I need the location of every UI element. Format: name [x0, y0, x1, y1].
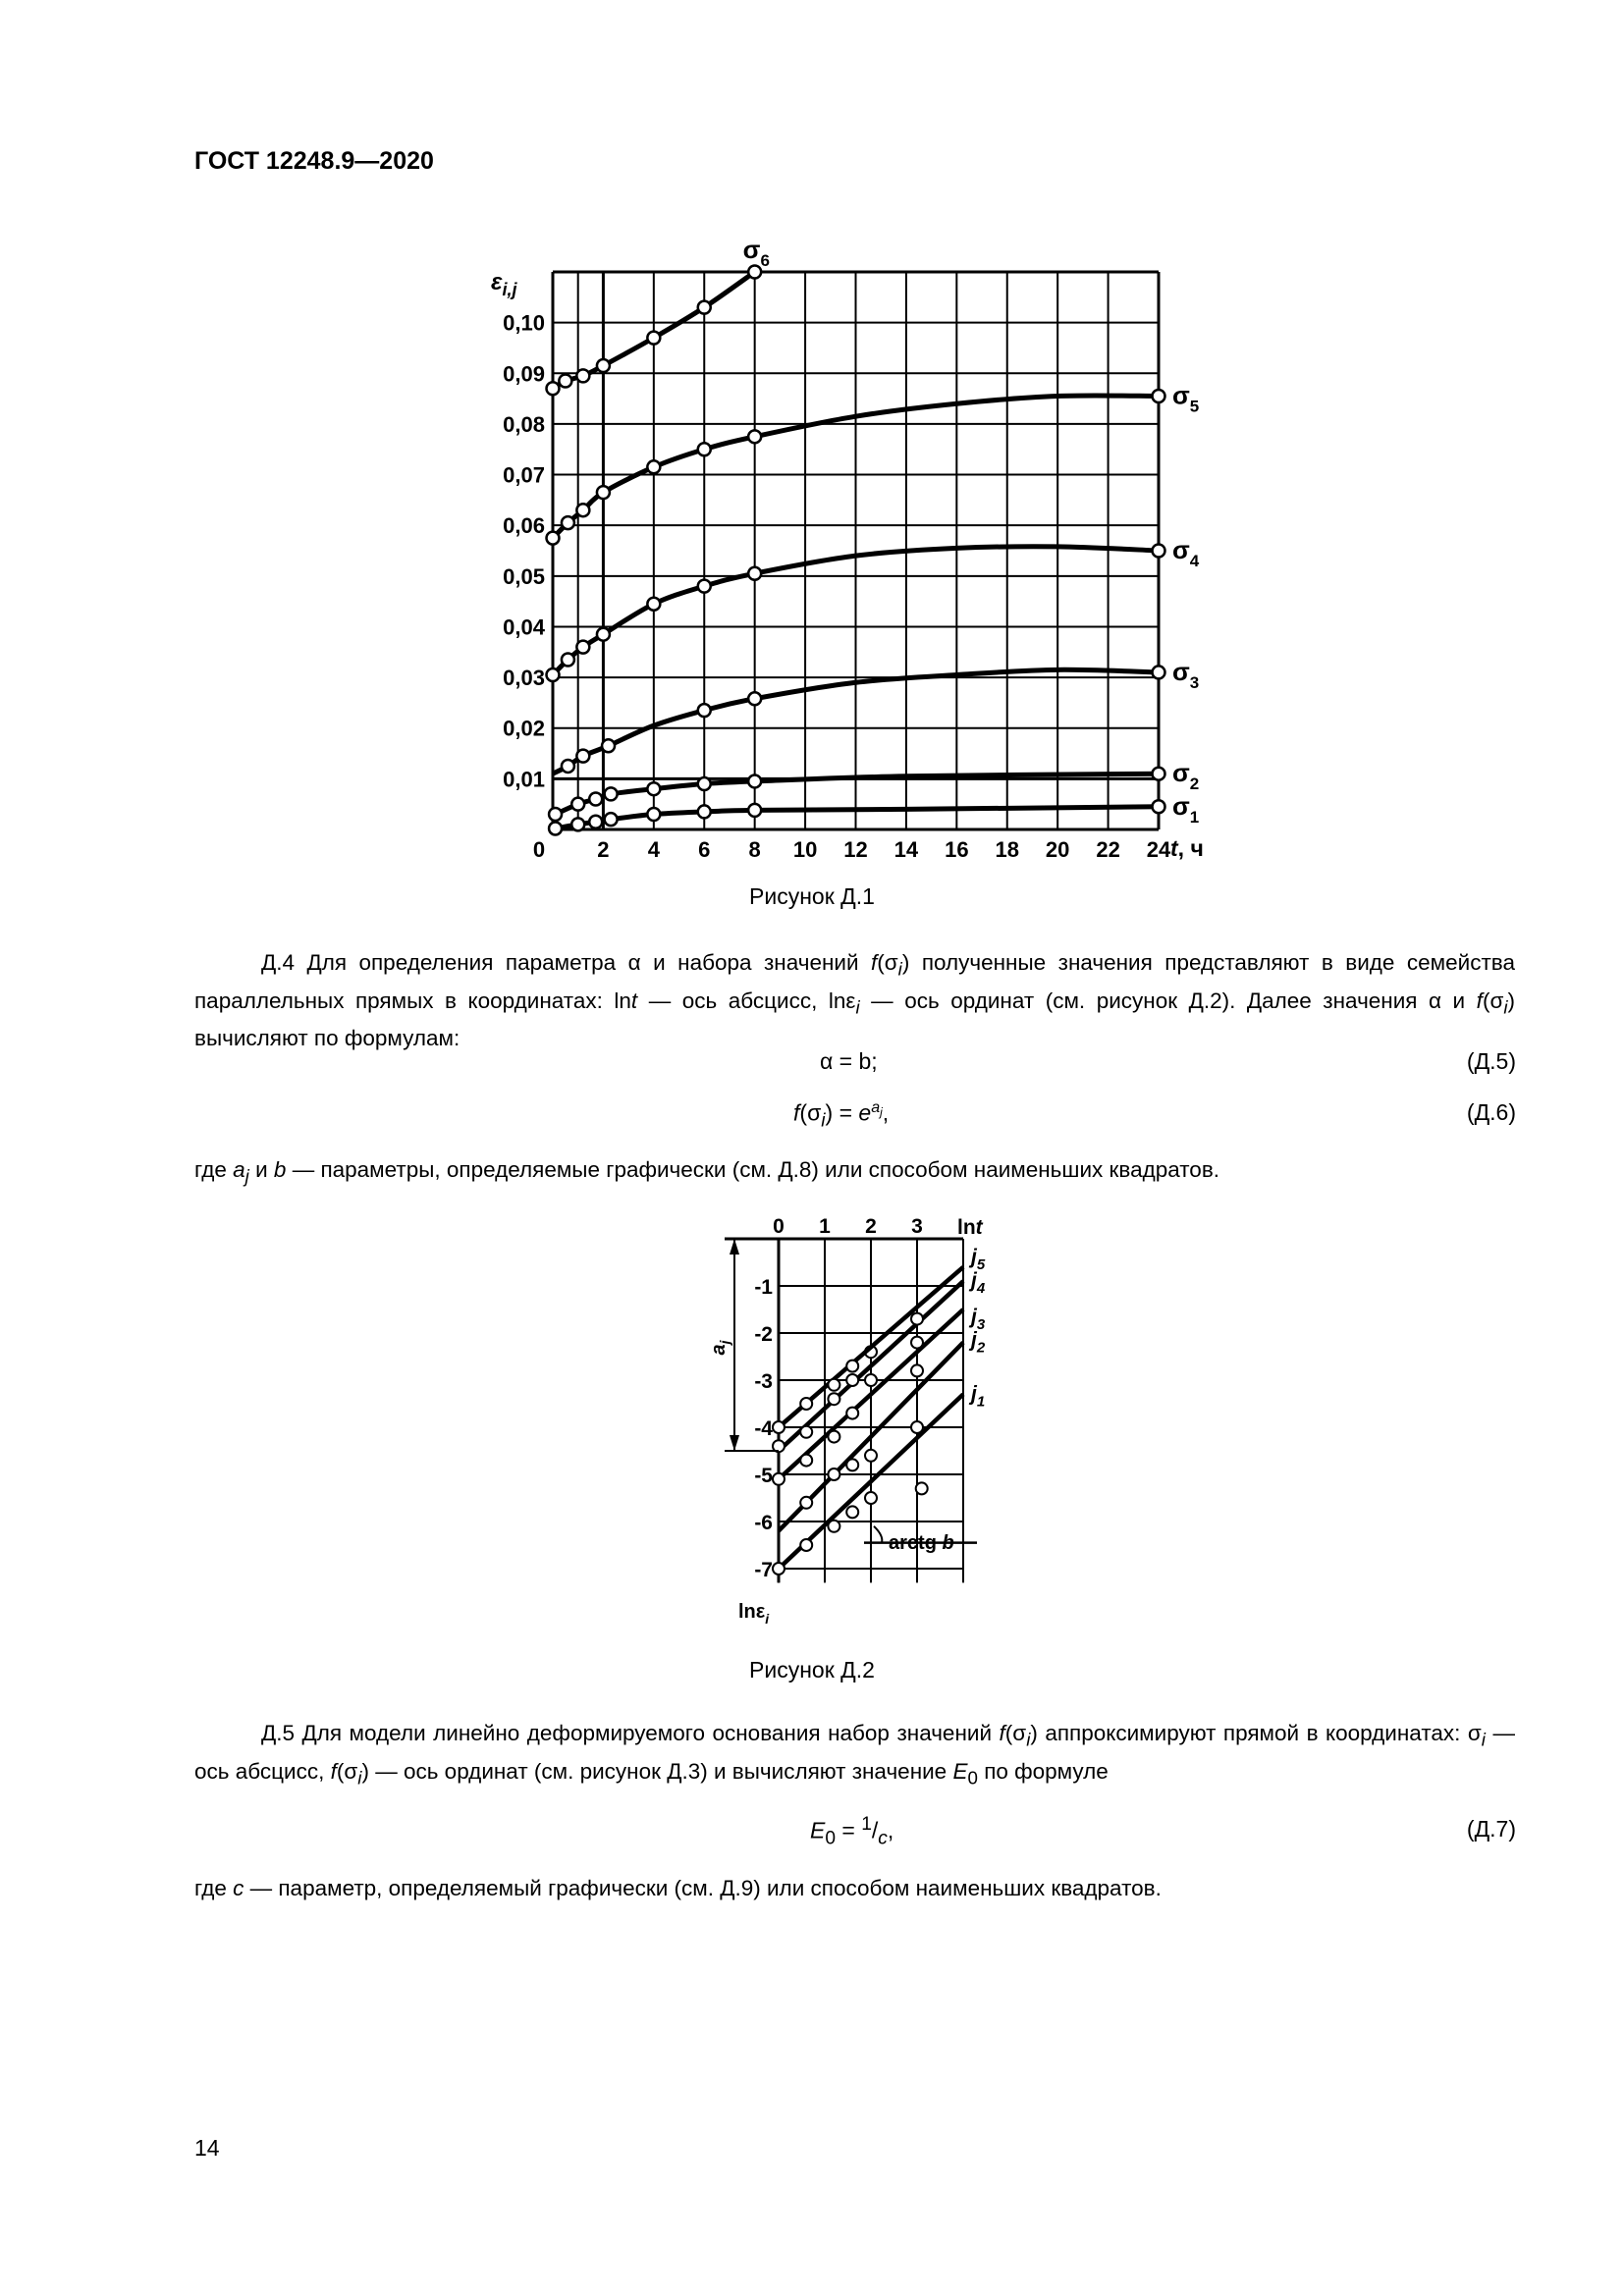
d5-zero: 0	[967, 1767, 978, 1788]
formula-d7-number: (Д.7)	[1466, 1816, 1516, 1842]
series-label-index: 2	[976, 1339, 986, 1357]
x-tick-label: 22	[1096, 837, 1120, 862]
formula-d5-number: (Д.5)	[1466, 1048, 1516, 1074]
d4-f2: f	[1476, 988, 1483, 1013]
d5-i3: i	[357, 1767, 362, 1788]
y-tick-label: 0,05	[503, 563, 545, 589]
x-tick-label: 0	[773, 1215, 785, 1238]
data-point	[698, 443, 711, 455]
data-point	[828, 1521, 839, 1532]
d4-sigma: σ	[884, 950, 898, 975]
data-point	[602, 739, 615, 752]
d2-ylabel: lnε	[738, 1601, 766, 1623]
data-point	[605, 813, 618, 826]
d2-aj: a	[708, 1344, 730, 1356]
data-point	[1153, 390, 1165, 402]
d4-f: f	[871, 950, 878, 975]
data-point	[800, 1398, 812, 1410]
d2-xlabel-it: t	[975, 1216, 983, 1239]
data-point	[571, 818, 584, 830]
data-point	[846, 1408, 858, 1419]
d4-text-b: полученные значения представляют в виде семейства параллельных прямых в координатах: ln	[194, 950, 1515, 1013]
data-point	[748, 430, 761, 443]
data-point	[589, 793, 602, 806]
data-point	[647, 782, 660, 795]
y-tick-label: 0,10	[503, 310, 545, 336]
data-point	[576, 750, 589, 763]
y-tick-label: -3	[754, 1370, 773, 1393]
d6-exp-sub: j	[880, 1105, 883, 1120]
aj-arrow-bottom	[730, 1435, 739, 1451]
series-label-sigma: σ	[1172, 758, 1190, 788]
data-point	[800, 1539, 812, 1551]
x-tick-label: 16	[945, 837, 969, 862]
d5-text-e: по формуле	[984, 1758, 1109, 1784]
d4-t: t	[630, 988, 638, 1013]
d5-sigma: σ	[1012, 1721, 1027, 1745]
data-point	[911, 1364, 923, 1376]
paragraph-d5: Д.5 Для модели линейно деформируемого основания набор значений $f(\sigma_i)$ аппроксимируют прямой в координатах: $\sigma_i$ — ось абсцисс, $f(\sigma_i)$ — ось ординат (см. рисунок Д.3) и вычисляют значение $E_0$ по формуле	[194, 1721, 1515, 1788]
data-point	[597, 628, 610, 641]
data-point	[605, 787, 618, 800]
y-tick-label: -2	[754, 1323, 773, 1346]
data-point	[647, 598, 660, 611]
where1-a: где	[194, 1157, 227, 1182]
data-point	[698, 704, 711, 717]
figure-d1-grid	[553, 272, 1159, 829]
data-point	[748, 266, 761, 279]
figure-d1-chart	[491, 236, 1257, 883]
d6-exp: a	[871, 1099, 881, 1116]
data-point	[549, 808, 562, 821]
data-point	[547, 382, 560, 395]
figure-d2-x-label	[957, 1216, 984, 1239]
data-point	[773, 1421, 785, 1433]
data-point	[846, 1459, 858, 1470]
series-label-j: j	[971, 1306, 977, 1328]
y-tick-label: -1	[754, 1276, 773, 1299]
data-point	[911, 1337, 923, 1349]
where1-bb: b	[273, 1157, 287, 1182]
y-tick-label: 0,03	[503, 666, 545, 691]
x-tick-label: 2	[597, 837, 610, 862]
x-tick-label: 10	[792, 837, 818, 862]
data-point	[911, 1313, 923, 1325]
series-label-index: 1	[1189, 807, 1200, 827]
d7-one: 1	[861, 1814, 872, 1835]
data-point	[1153, 800, 1165, 813]
d4-text-d: — ось ординат (см. рисунок Д.2). Далее значения α и	[871, 988, 1466, 1013]
series-label-index: 1	[976, 1393, 986, 1411]
y-tick-label: -7	[754, 1559, 773, 1581]
data-point	[773, 1473, 785, 1485]
y-tick-label: 0,06	[503, 513, 545, 539]
d7-comma: ,	[887, 1817, 894, 1843]
d7-c: c	[878, 1828, 888, 1849]
data-point	[846, 1506, 858, 1518]
document-header: ГОСТ 12248.9—2020	[194, 147, 434, 175]
series-label-index: 6	[760, 251, 770, 270]
data-point	[576, 504, 589, 516]
series-label-j: j	[971, 1269, 977, 1293]
data-point	[698, 777, 711, 790]
d5-text-a: Д.5 Для модели линейно деформируемого основания набор значений	[261, 1721, 993, 1745]
x-tick-label: 4	[647, 837, 660, 862]
where1-b: и	[255, 1157, 268, 1182]
where1-c: — параметры, определяемые графически (см. Д.8) или способом наименьших квадратов.	[292, 1157, 1220, 1182]
paragraph-d4: Д.4 Для определения параметра α и набора значений $f(\sigma_i)$ полученные значения представляют в виде семейства параллельных прямых в координатах: lnt — ось абсцисс, lnε$_i$ — ось ординат (см. рисунок Д.2). Далее значения α и $f(\sigma_i)$ вычисляют по формулам:	[194, 950, 1515, 1050]
d5-text-d: — ось ординат (см. рисунок Д.3) и вычисляют значение	[375, 1758, 947, 1784]
series-label	[1172, 381, 1199, 416]
series-label-sigma: σ	[1172, 790, 1190, 821]
aj-arrow-top	[730, 1239, 739, 1255]
data-point	[576, 641, 589, 654]
data-point	[800, 1426, 812, 1438]
series-label-index: 4	[976, 1280, 986, 1298]
data-point	[828, 1393, 839, 1405]
data-point	[698, 805, 711, 818]
x-tick-label: 1	[819, 1215, 831, 1238]
data-point	[865, 1450, 877, 1462]
data-point	[562, 516, 574, 529]
data-point	[562, 654, 574, 667]
formula-d5: α = b;	[820, 1048, 878, 1074]
d4-i2: i	[855, 996, 860, 1017]
y-tick-label: -5	[754, 1465, 773, 1487]
data-point	[1153, 545, 1165, 558]
x-label-unit: , ч	[1177, 835, 1204, 861]
d4-paren: (	[877, 950, 885, 975]
data-point	[911, 1421, 923, 1433]
series-label	[1172, 535, 1200, 570]
data-point	[647, 460, 660, 473]
series-label	[1172, 758, 1199, 793]
x-label-t: t	[1170, 835, 1178, 861]
formula-d6: $f(\sigma_i) = e^{a_j}$,	[793, 1099, 890, 1132]
figure-d2-chart	[687, 1202, 1021, 1634]
data-point	[748, 774, 761, 787]
arctg-arc	[874, 1526, 882, 1543]
data-point	[748, 567, 761, 580]
series-label	[1172, 791, 1199, 827]
data-point	[698, 301, 711, 314]
data-point	[547, 668, 560, 681]
data-point	[748, 692, 761, 705]
d6-f: f	[793, 1099, 800, 1126]
where2-a: где	[194, 1876, 227, 1900]
data-point	[846, 1361, 858, 1372]
data-point	[647, 808, 660, 821]
series-label	[968, 1269, 986, 1297]
d4-text-c: — ось абсцисс, lnε	[648, 988, 856, 1013]
x-tick-label: 14	[893, 837, 919, 862]
y-tick-label: -6	[754, 1512, 773, 1534]
d6-eq: =	[839, 1099, 853, 1126]
series-label-j: j	[971, 1245, 977, 1268]
data-point	[698, 580, 711, 593]
series-label-sigma: σ	[1172, 535, 1190, 564]
series-label-index: 5	[976, 1255, 986, 1273]
figure-d2-y-label	[738, 1601, 770, 1627]
data-point	[916, 1482, 928, 1494]
d2-xlabel: ln	[957, 1216, 976, 1239]
y-tick-label: 0,04	[503, 614, 545, 640]
series-line-σ1	[556, 807, 1159, 828]
d5-text-b: аппроксимируют прямой в координатах: σ	[1045, 1721, 1482, 1745]
formula-d7: $E_0 = ^1/_c$,	[810, 1814, 894, 1849]
y-label-eps: ε	[491, 269, 503, 295]
data-point	[559, 375, 571, 388]
figure-d2-series	[773, 1246, 986, 1575]
x-tick-label: 0	[532, 837, 546, 862]
d7-E: E	[810, 1817, 826, 1843]
d4-text-a: Д.4 Для определения параметра α и набора значений	[261, 950, 859, 975]
data-point	[597, 486, 610, 499]
d5-f: f	[999, 1721, 1005, 1745]
d4-i: i	[897, 958, 902, 980]
series-label-sigma: σ	[1172, 656, 1190, 686]
series-label-index: 3	[976, 1316, 986, 1333]
d4-text-e: вычисляют по формулам:	[194, 1026, 460, 1050]
figure-d2-aj-label	[708, 1339, 732, 1355]
d5-i: i	[1026, 1729, 1031, 1750]
d2-aj-sub: j	[717, 1340, 732, 1345]
where-aj-b	[194, 1154, 1515, 1193]
x-tick-label: 6	[698, 837, 711, 862]
d5-sigma2: σ	[344, 1758, 358, 1784]
x-tick-label: 18	[995, 837, 1019, 862]
y-tick-label: 0,07	[503, 462, 545, 488]
data-point	[1153, 666, 1165, 678]
series-label-index: 4	[1189, 552, 1200, 570]
d4-i3: i	[1503, 996, 1508, 1017]
d5-f2: f	[330, 1758, 337, 1784]
data-point	[576, 369, 589, 382]
data-point	[865, 1374, 877, 1386]
data-point	[647, 332, 660, 345]
series-label-index: 2	[1189, 774, 1200, 794]
d7-eq: =	[841, 1817, 855, 1843]
series-label-sigma: σ	[1172, 380, 1190, 410]
series-label-j: j	[971, 1328, 977, 1352]
d2-arctg-b: b	[942, 1532, 954, 1554]
x-tick-label: 12	[843, 837, 868, 862]
data-point	[828, 1431, 839, 1443]
figure-d2-arctg-label	[889, 1532, 954, 1554]
figure-d1-y-label	[491, 269, 517, 299]
data-point	[748, 804, 761, 817]
data-point	[562, 760, 574, 773]
series-label-j: j	[971, 1382, 977, 1406]
data-point	[865, 1492, 877, 1504]
series-label-index: 5	[1189, 397, 1200, 416]
data-point	[597, 359, 610, 372]
figure-d1-x-label	[1170, 835, 1204, 861]
data-point	[846, 1374, 858, 1386]
where-c	[194, 1873, 1515, 1904]
d6-e: e	[858, 1099, 872, 1126]
y-tick-label: 0,09	[503, 361, 545, 387]
where2-b: — параметр, определяемый графически (см. Д.9) или способом наименьших квадратов.	[249, 1876, 1162, 1900]
series-label	[1172, 657, 1199, 692]
x-tick-label: 24	[1146, 837, 1171, 862]
d6-i: i	[821, 1110, 826, 1132]
data-point	[549, 822, 562, 834]
data-point	[828, 1468, 839, 1480]
y-tick-label: 0,02	[503, 716, 545, 741]
figure-d2-caption: Рисунок Д.2	[749, 1657, 875, 1682]
figure-d1-caption: Рисунок Д.1	[749, 883, 875, 909]
x-tick-label: 8	[748, 837, 761, 862]
data-point	[547, 532, 560, 545]
d6-sigma: σ	[807, 1099, 822, 1126]
formula-d6-number: (Д.6)	[1466, 1099, 1516, 1125]
x-tick-label: 20	[1045, 837, 1070, 862]
where1-aj: a	[233, 1157, 245, 1182]
where1-j: j	[244, 1165, 249, 1187]
d5-text-c: — ось абсцисс,	[194, 1721, 1515, 1784]
d2-arctg: arctg	[889, 1532, 937, 1554]
d5-i2: i	[1481, 1729, 1486, 1750]
data-point	[800, 1497, 812, 1509]
x-tick-label: 3	[911, 1215, 923, 1238]
d2-ylabel-sub: i	[765, 1611, 770, 1627]
d4-sigma2: σ	[1489, 988, 1504, 1013]
data-point	[828, 1379, 839, 1391]
series-label-index: 3	[1189, 672, 1200, 692]
y-label-sub: i,j	[502, 280, 517, 299]
y-tick-label: 0,08	[503, 411, 545, 437]
series-label	[968, 1382, 985, 1410]
d6-comma: ,	[882, 1099, 890, 1126]
figure-d1-series	[547, 236, 1200, 834]
page-number: 14	[194, 2135, 220, 2161]
where2-c: c	[233, 1876, 244, 1900]
series-label-sigma: σ	[742, 236, 761, 264]
d5-E: E	[952, 1758, 968, 1784]
data-point	[571, 798, 584, 811]
data-point	[773, 1563, 785, 1575]
d7-zero: 0	[825, 1828, 836, 1849]
data-point	[800, 1455, 812, 1467]
y-tick-label: -4	[754, 1417, 773, 1440]
data-point	[589, 816, 602, 828]
y-tick-label: 0,01	[503, 767, 545, 792]
data-point	[1153, 768, 1165, 780]
x-tick-label: 2	[865, 1215, 877, 1238]
